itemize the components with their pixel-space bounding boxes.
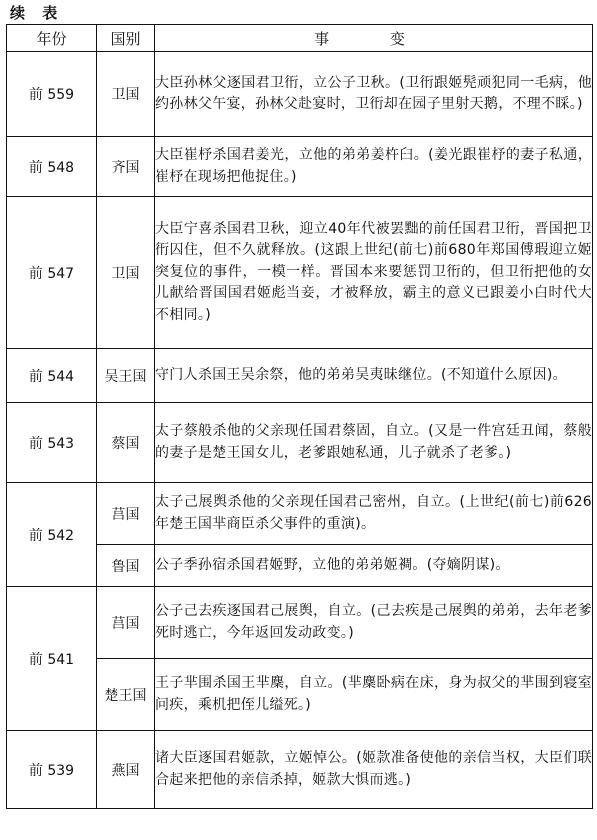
year-column-header: 年份	[7, 25, 97, 52]
state-cell: 吴王国	[97, 349, 155, 403]
table-row	[7, 587, 593, 659]
year-cell: 前 542	[7, 483, 97, 587]
state-cell: 蔡国	[97, 403, 155, 483]
event-cell: 大臣崔杼杀国君姜光，立他的弟弟姜杵臼。(姜光跟崔杼的妻子私通，崔杼在现场把他捉住。)	[155, 137, 593, 197]
event-column-header	[155, 25, 593, 52]
events-table	[6, 24, 593, 809]
table-row	[7, 403, 593, 483]
year-cell: 前 548	[7, 137, 97, 197]
event-cell: 公子季孙宿杀国君姬野，立他的弟弟姬裯。(夺嫡阴谋)。	[155, 545, 593, 587]
event-cell: 太子己展舆杀他的父亲现任国君己密州，自立。(上世纪(前七)前626年楚王国芈商臣杀父事件的重演)。	[155, 483, 593, 545]
event-cell: 王子芈围杀国王芈麇，自立。(芈麇卧病在床，身为叔父的芈围到寝室问疾，乘机把侄儿缢死。)	[155, 659, 593, 731]
table-row	[7, 197, 593, 349]
state-cell: 卫国	[97, 52, 155, 137]
event-cell: 太子蔡般杀他的父亲现任国君蔡固，自立。(又是一件宫廷丑闻，蔡般的妻子是楚王国女儿，老爹跟她私通，儿子就杀了老爹。)	[155, 403, 593, 483]
table-row	[7, 349, 593, 403]
event-cell: 守门人杀国王吴余祭，他的弟弟吴夷昧继位。(不知道什么原因)。	[155, 349, 593, 403]
table-continued-title: 续 表	[10, 4, 64, 22]
year-cell: 前 539	[7, 731, 97, 809]
event-cell: 大臣宁喜杀国君卫秋，迎立40年代被罢黜的前任国君卫衎，晋国把卫衎囚住，但不久就释放。(这跟上世纪(前七)前680年郑国傅瑕迎立姬突复位的事件，一模一样。晋国本来要惩罚卫衎的，但卫衎把他的女儿献给晋国国君姬彪当妾，才被释放，霸主的意义已跟姜小白时代大不相同。)	[155, 197, 593, 349]
table-row	[7, 483, 593, 545]
table-row	[7, 52, 593, 137]
table-header-row	[7, 25, 593, 52]
year-cell: 前 541	[7, 587, 97, 731]
table-row	[7, 731, 593, 809]
year-cell: 前 547	[7, 197, 97, 349]
state-cell: 齐国	[97, 137, 155, 197]
event-cell: 公子己去疾逐国君己展舆，自立。(己去疾是己展舆的弟弟，去年老爹死时逃亡，今年返回发动政变。)	[155, 587, 593, 659]
event-cell: 大臣孙林父逐国君卫衎，立公子卫秋。(卫衎跟姬髡顽犯同一毛病，他约孙林父午宴，孙林父赴宴时，卫衎却在园子里射天鹅，不理不睬。)	[155, 52, 593, 137]
event-cell: 诸大臣逐国君姬款，立姬悼公。(姬款准备使他的亲信当权，大臣们联合起来把他的亲信杀掉，姬款大惧而逃。)	[155, 731, 593, 809]
state-cell: 卫国	[97, 197, 155, 349]
year-cell: 前 559	[7, 52, 97, 137]
state-cell: 燕国	[97, 731, 155, 809]
state-cell: 楚王国	[97, 659, 155, 731]
state-cell: 莒国	[97, 483, 155, 545]
table-row	[7, 137, 593, 197]
event-column-header-text: 事 变	[314, 29, 433, 48]
state-cell: 鲁国	[97, 545, 155, 587]
state-cell: 莒国	[97, 587, 155, 659]
year-cell: 前 543	[7, 403, 97, 483]
state-column-header: 国别	[97, 25, 155, 52]
year-cell: 前 544	[7, 349, 97, 403]
